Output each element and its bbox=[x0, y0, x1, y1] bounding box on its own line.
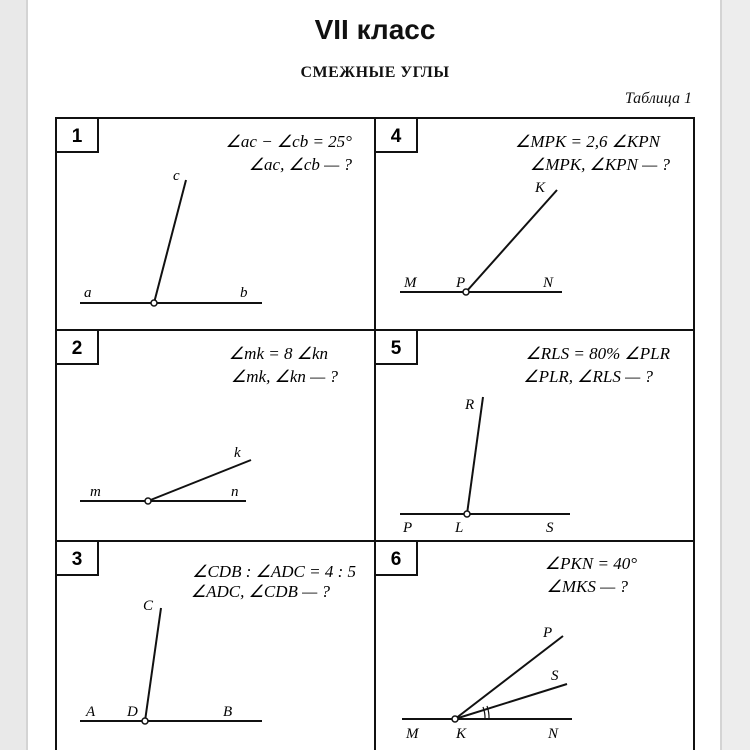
condition-line-1: ∠CDB : ∠ADC = 4 : 5 bbox=[192, 562, 356, 581]
vertex-point bbox=[464, 511, 470, 517]
adjacent-angles-figure bbox=[80, 180, 262, 303]
page-title: VII класс bbox=[314, 14, 436, 45]
adjacent-angles-figure bbox=[400, 190, 562, 292]
condition-line-1: ∠PKN = 40° bbox=[544, 554, 637, 573]
condition-line-1: ∠RLS = 80% ∠PLR bbox=[525, 344, 670, 363]
ray-label-n: n bbox=[231, 484, 239, 500]
point-label-d: D bbox=[127, 704, 138, 720]
problem-cell-1 bbox=[56, 118, 352, 306]
point-label-c: C bbox=[143, 598, 154, 614]
point-label-p: P bbox=[543, 625, 553, 641]
condition-line-1: ∠mk = 8 ∠kn bbox=[228, 344, 328, 363]
point-label-s: S bbox=[546, 520, 554, 536]
adjacent-angles-figure bbox=[400, 397, 570, 514]
problem-cell-5 bbox=[375, 330, 671, 536]
point-label-n: N bbox=[543, 275, 554, 291]
point-label-k: K bbox=[535, 180, 546, 196]
problem-number: 4 bbox=[390, 126, 402, 147]
point-label-p: P bbox=[403, 520, 413, 536]
table-label: Таблица 1 bbox=[624, 90, 692, 107]
vertex-point bbox=[452, 716, 458, 722]
vertex-point bbox=[145, 498, 151, 504]
condition-line-2: ∠MPK, ∠KPN — ? bbox=[529, 155, 670, 174]
problem-cell-2 bbox=[56, 330, 338, 504]
ray-label-k: k bbox=[234, 445, 241, 461]
point-label-m: M bbox=[404, 275, 417, 291]
point-label-p: P bbox=[456, 275, 466, 291]
problem-number: 5 bbox=[390, 338, 402, 359]
adjacent-angles-figure bbox=[80, 608, 262, 721]
ray-label-m: m bbox=[90, 484, 101, 500]
point-label-l: L bbox=[455, 520, 464, 536]
vertex-point bbox=[142, 718, 148, 724]
point-label-m: M bbox=[406, 726, 419, 742]
point-label-s: S bbox=[551, 668, 559, 684]
point-label-b: B bbox=[223, 704, 233, 720]
problem-cell-3 bbox=[56, 541, 356, 724]
point-label-k: K bbox=[456, 726, 467, 742]
vertex-point bbox=[151, 300, 157, 306]
problem-number: 2 bbox=[71, 338, 83, 359]
condition-line-1: ∠ac − ∠cb = 25° bbox=[225, 132, 352, 151]
table-grid bbox=[56, 118, 694, 750]
condition-line-2: ∠ADC, ∠CDB — ? bbox=[190, 582, 330, 601]
point-label-n: N bbox=[548, 726, 559, 742]
page-subtitle: СМЕЖНЫЕ УГЛЫ bbox=[300, 64, 450, 81]
ray-label-c: c bbox=[173, 168, 180, 184]
point-label-a: A bbox=[86, 704, 96, 720]
problem-cell-4 bbox=[375, 118, 670, 295]
point-label-r: R bbox=[465, 397, 475, 413]
problem-cell-6 bbox=[375, 541, 637, 742]
adjacent-angles-figure bbox=[80, 460, 251, 501]
condition-line-2: ∠PLR, ∠RLS — ? bbox=[523, 367, 653, 386]
condition-line-2: ∠mk, ∠kn — ? bbox=[231, 367, 338, 386]
condition-line-1: ∠MPK = 2,6 ∠KPN bbox=[515, 132, 660, 151]
ray-label-a: a bbox=[84, 285, 92, 301]
problem-number: 1 bbox=[71, 126, 83, 147]
problem-number: 3 bbox=[71, 549, 83, 570]
condition-line-2: ∠MKS — ? bbox=[546, 577, 628, 596]
problem-number: 6 bbox=[390, 549, 402, 570]
ray-label-b: b bbox=[240, 285, 248, 301]
condition-line-2: ∠ac, ∠cb — ? bbox=[248, 155, 352, 174]
